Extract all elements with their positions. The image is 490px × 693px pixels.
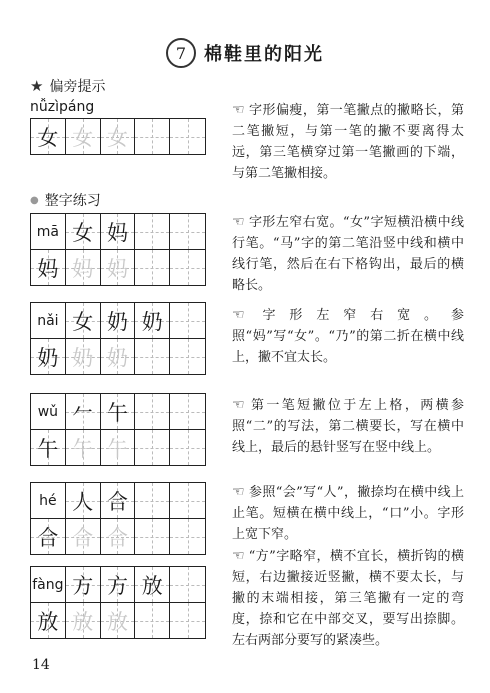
practice-grid-he	[30, 482, 206, 555]
trace-cell: 妈	[101, 250, 136, 285]
practice-note-nai: ☜ 字形左窄右宽。参照“妈”写“女”。“乃”的第二折在横中线上，撇不宜太长。	[232, 307, 464, 365]
trace-cell: 女	[66, 119, 101, 154]
practice-cell	[135, 603, 170, 638]
practice-cell	[135, 394, 170, 429]
model-cell: 女	[66, 214, 101, 249]
dot-icon: ●	[30, 194, 39, 206]
model-cell: 方	[66, 567, 101, 602]
practice-note-ma: ☜ 字形左窄右宽。“女”字短横沿横中线行笔。“马”字的第二笔沿竖中线和横中线行笔，然后在右下格钩出，最后的横略长。	[232, 214, 464, 293]
practice-cell	[135, 119, 170, 154]
pinyin-cell: wǔ	[31, 394, 66, 429]
practice-note-he: ☜ 参照“会”写“人”，撇捺均在横中线上止笔。短横在横中线上，“口”小。字形上宽下窄。	[232, 484, 464, 542]
trace-cell: 奶	[66, 339, 101, 374]
practice-cell	[170, 483, 205, 518]
model-cell: 方	[101, 567, 136, 602]
trace-cell: 午	[66, 430, 101, 465]
radical-section-heading: ★ 偏旁提示	[30, 77, 106, 95]
page-title	[0, 38, 490, 68]
model-cell: 女	[66, 303, 101, 338]
radical-note: ☜ 字形偏瘦，第一笔撇点的撇略长，第二笔撇短，与第一笔的撇不要离得太远，第三笔横穿过第一笔撇画的下端，与第二笔撇相接。	[232, 102, 464, 181]
trace-cell: 妈	[66, 250, 101, 285]
practice-section-heading: ● 整字练习	[30, 193, 101, 209]
pointing-hand-icon: ☜	[232, 214, 245, 230]
pinyin-cell: nǎi	[31, 303, 66, 338]
model-cell: 午	[101, 394, 136, 429]
pointing-hand-icon: ☜	[232, 307, 245, 323]
pinyin-cell: hé	[31, 483, 66, 518]
pointing-hand-icon: ☜	[232, 102, 245, 118]
practice-cell	[135, 214, 170, 249]
practice-cell	[170, 430, 205, 465]
star-icon: ★	[30, 77, 44, 95]
pointing-hand-icon: ☜	[232, 397, 245, 413]
practice-grid-ma	[30, 213, 206, 286]
practice-cell	[170, 394, 205, 429]
practice-cell	[135, 483, 170, 518]
model-cell: 人	[66, 483, 101, 518]
trace-cell: 奶	[101, 339, 136, 374]
model-cell: 奶	[31, 339, 66, 374]
page-number: 14	[32, 657, 50, 673]
pointing-hand-icon: ☜	[232, 548, 245, 564]
model-cell: 放	[31, 603, 66, 638]
practice-cell	[135, 250, 170, 285]
trace-cell: 女	[101, 119, 136, 154]
model-cell: 放	[135, 567, 170, 602]
model-cell: 妈	[101, 214, 136, 249]
model-cell: 午	[31, 430, 66, 465]
practice-cell	[170, 567, 205, 602]
pointing-hand-icon: ☜	[232, 484, 245, 500]
practice-cell	[170, 339, 205, 374]
radical-pinyin: nǚzìpáng	[30, 99, 95, 115]
practice-grid-wu	[30, 393, 206, 466]
radical-grid	[30, 118, 206, 155]
model-cell: 奶	[101, 303, 136, 338]
model-cell: 𠂉	[66, 394, 101, 429]
practice-cell	[170, 214, 205, 249]
lesson-title: 棉鞋里的阳光	[204, 44, 324, 65]
practice-note-wu: ☜ 第一笔短撇位于左上格，两横参照“二”的写法，第二横要长，写在横中线上，最后的悬针竖写在竖中线上。	[232, 397, 464, 455]
model-cell: 合	[101, 483, 136, 518]
practice-cell	[170, 303, 205, 338]
practice-cell	[170, 119, 205, 154]
model-cell: 奶	[135, 303, 170, 338]
practice-grid-nai	[30, 302, 206, 375]
trace-cell: 合	[101, 519, 136, 554]
model-cell: 妈	[31, 250, 66, 285]
trace-cell: 午	[101, 430, 136, 465]
trace-cell: 放	[66, 603, 101, 638]
pinyin-cell: fàng	[31, 567, 66, 602]
practice-cell	[135, 339, 170, 374]
practice-cell	[170, 250, 205, 285]
practice-note-fang: ☜ “方”字略窄，横不宜长，横折钩的横短，右边撇接近竖撇，横不要太长，与撇的末端相接，第三笔撇有一定的弯度，捺和它在中部交叉，要写出捺脚。左右两部分要写的紧凑些。	[232, 548, 464, 648]
model-cell: 合	[31, 519, 66, 554]
practice-grid-fang	[30, 566, 206, 639]
practice-cell	[170, 603, 205, 638]
pinyin-cell: mā	[31, 214, 66, 249]
lesson-number: 7	[166, 38, 196, 68]
trace-cell: 合	[66, 519, 101, 554]
model-cell: 女	[31, 119, 66, 154]
practice-cell	[170, 519, 205, 554]
practice-cell	[135, 430, 170, 465]
practice-cell	[135, 519, 170, 554]
trace-cell: 放	[101, 603, 136, 638]
